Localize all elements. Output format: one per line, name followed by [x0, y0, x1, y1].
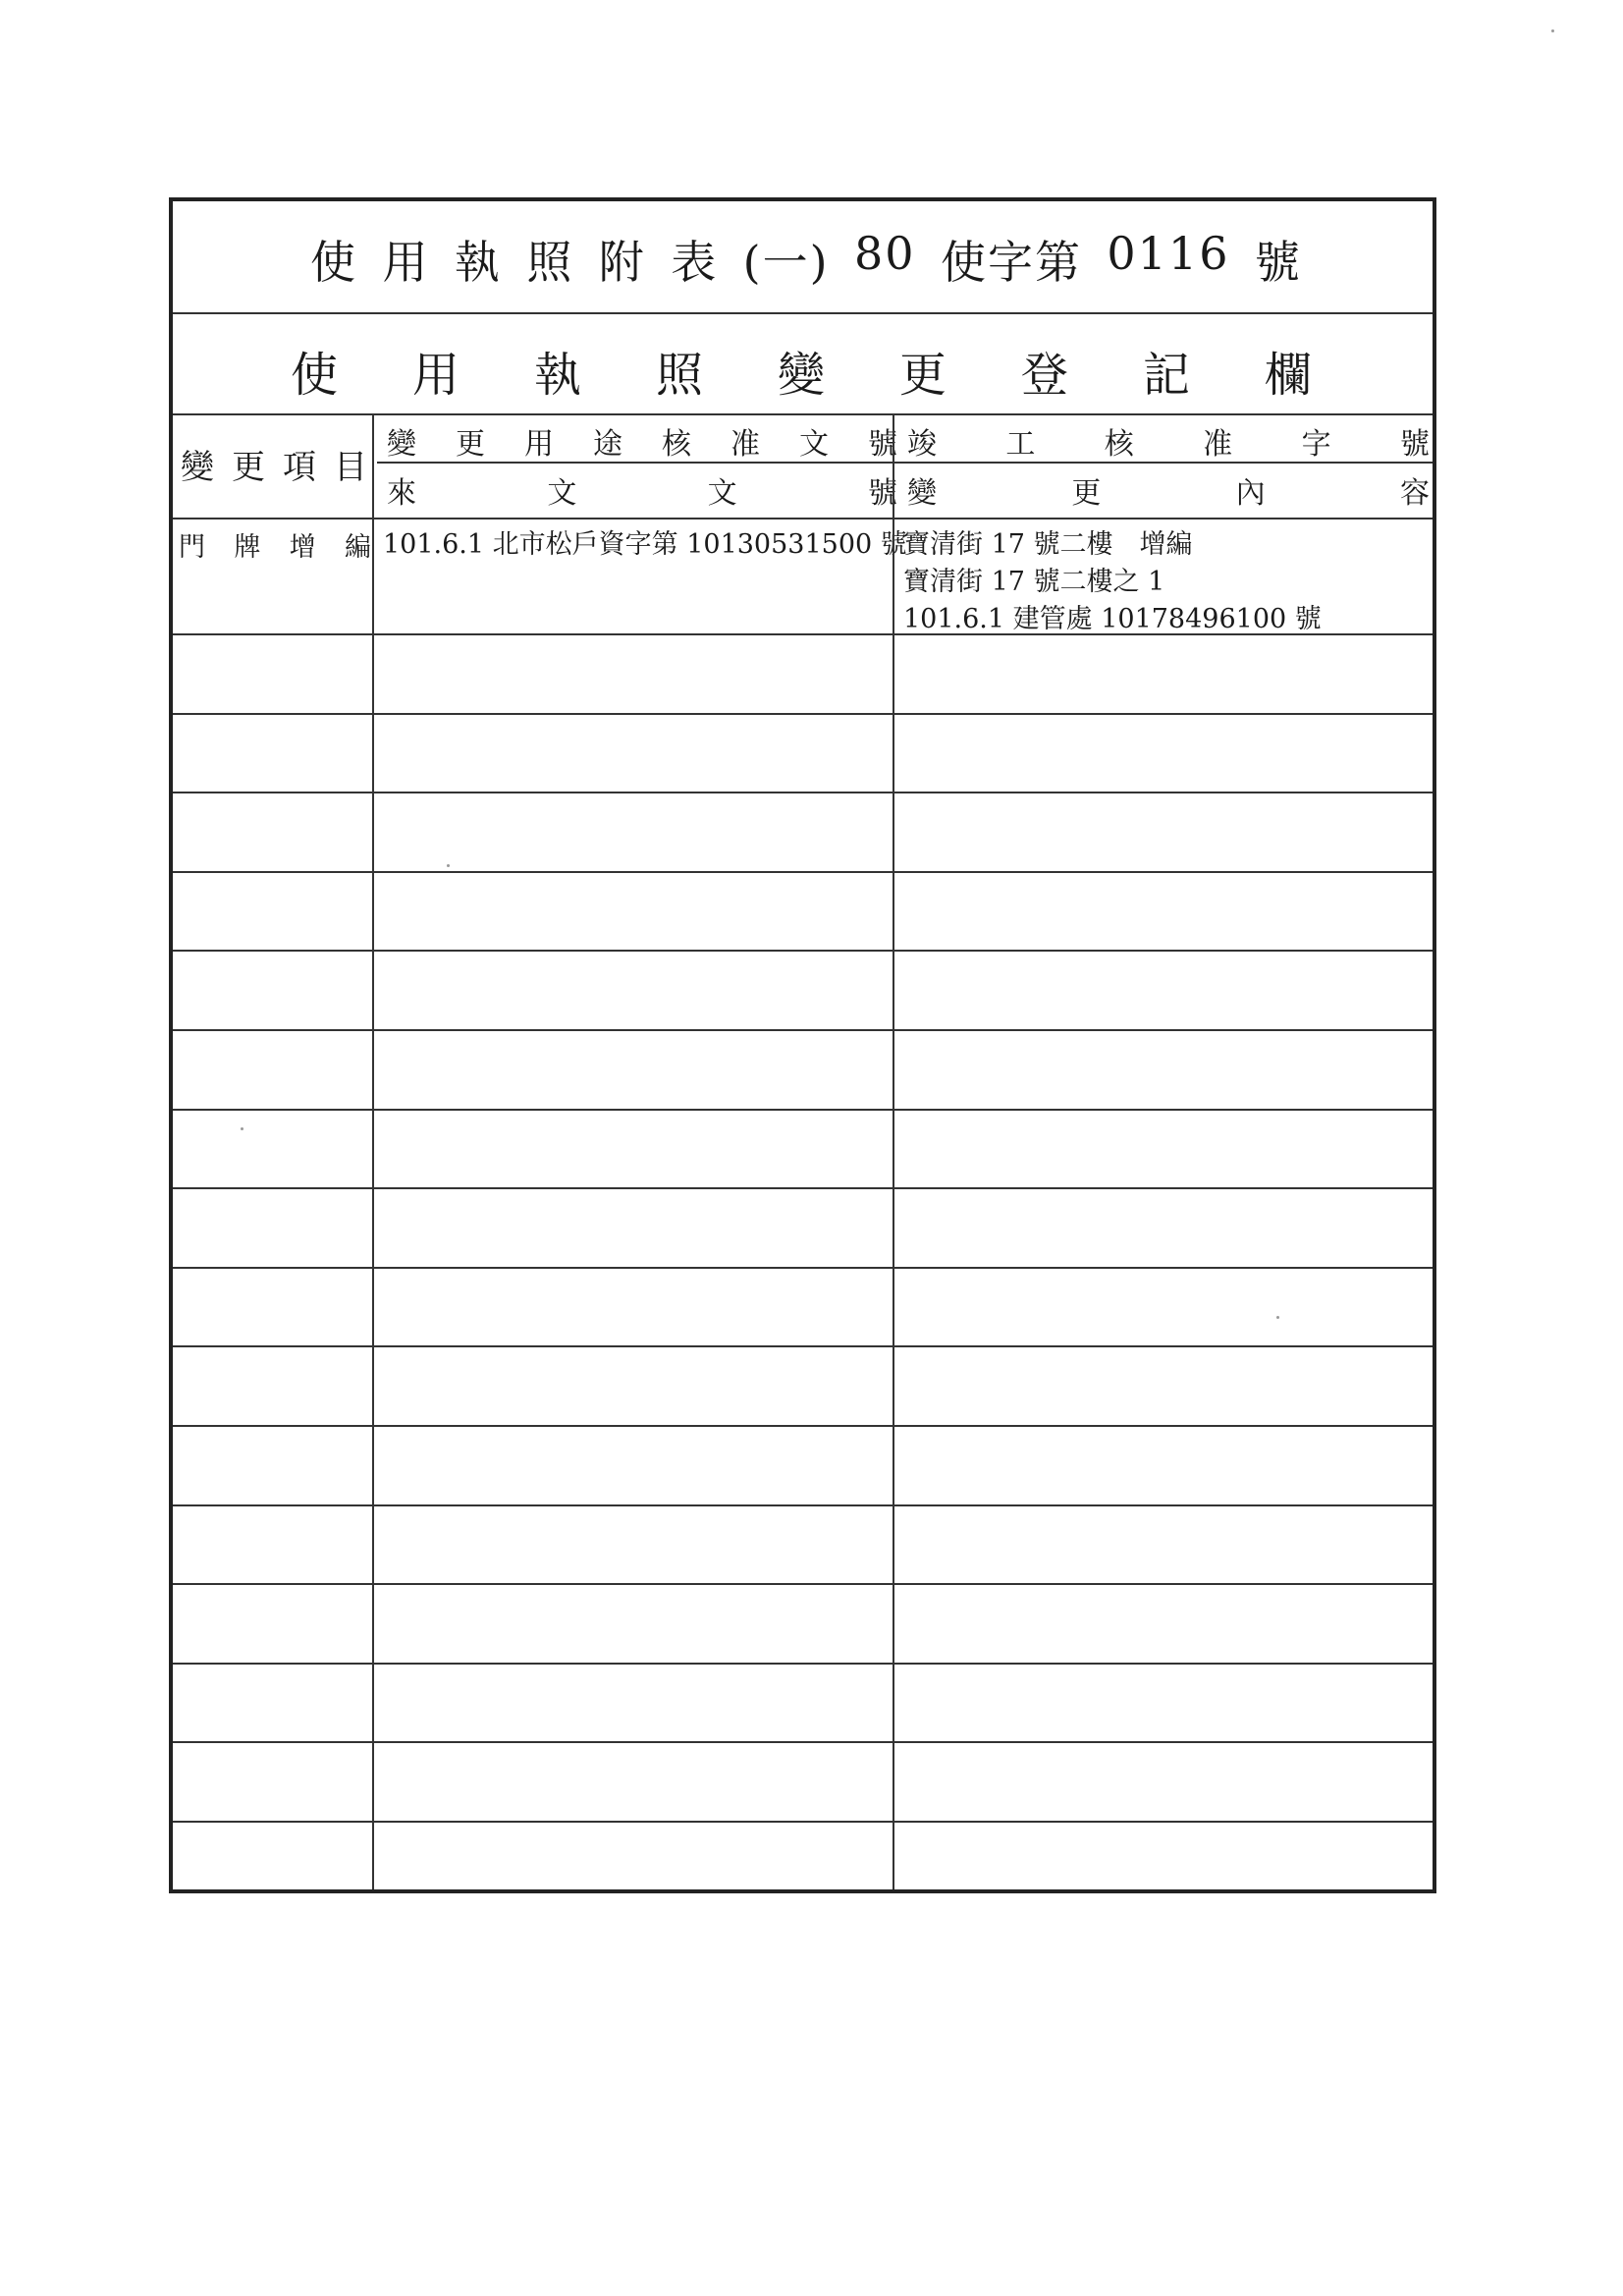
- title-char: 0116: [1107, 227, 1230, 280]
- title-char: 照: [526, 236, 574, 289]
- divider: [173, 312, 1433, 314]
- header-char: 途: [593, 427, 622, 462]
- subtitle-char: 使: [291, 348, 339, 403]
- title-char: 執: [454, 236, 502, 289]
- table-row-divider: [173, 1267, 1433, 1269]
- header-char: 號: [867, 476, 897, 511]
- row-doc-number: 101.6.1 北市松戶資字第 10130531500 號: [383, 529, 907, 560]
- table-row-divider: [173, 792, 1433, 793]
- table-row-divider: [173, 713, 1433, 715]
- header-char: 工: [1005, 427, 1036, 462]
- table-row-divider: [173, 633, 1433, 635]
- row-content-line-1: 寶清街 17 號二樓 增編: [903, 529, 1193, 560]
- title-char: (一): [742, 236, 830, 289]
- row-item: [179, 525, 371, 564]
- title-char: 80: [853, 227, 916, 280]
- header-char: 文: [547, 476, 577, 511]
- subtitle-char: 更: [898, 348, 947, 403]
- header-char: 來: [387, 476, 416, 511]
- header-char: 變: [387, 427, 416, 462]
- header-char: 內: [1235, 476, 1266, 511]
- header-char: 文: [799, 427, 829, 462]
- table-row-divider: [173, 1029, 1433, 1031]
- row-item-char: 牌: [234, 532, 261, 563]
- form-title: [310, 227, 1302, 292]
- subtitle-char: 記: [1142, 348, 1190, 403]
- header-change-item: [181, 440, 367, 488]
- header-char: 更: [232, 448, 265, 487]
- row-item-char: 編: [344, 532, 371, 563]
- row-item-char: 門: [179, 532, 205, 563]
- row-item-char: 增: [289, 532, 316, 563]
- divider: [173, 413, 1433, 415]
- header-char: 項: [283, 448, 316, 487]
- divider: [377, 462, 1433, 464]
- table-row-divider: [173, 1583, 1433, 1585]
- header-char: 更: [456, 427, 485, 462]
- header-incoming-doc-no: [387, 468, 897, 512]
- title-char: 號: [1254, 236, 1302, 289]
- row-content-line-2: 寶清街 17 號二樓之 1: [903, 567, 1165, 597]
- header-char: 准: [1203, 427, 1233, 462]
- title-char: 使: [310, 236, 357, 289]
- scan-speck: [241, 1127, 243, 1130]
- table-row-divider: [173, 1187, 1433, 1189]
- header-char: 目: [334, 448, 367, 487]
- subtitle-char: 用: [411, 348, 460, 403]
- scan-speck: [1551, 29, 1554, 32]
- header-char: 變: [907, 476, 937, 511]
- header-char: 准: [730, 427, 760, 462]
- table-row-divider: [173, 1425, 1433, 1427]
- subtitle-char: 變: [777, 348, 825, 403]
- header-char: 文: [707, 476, 737, 511]
- header-char: 核: [662, 427, 691, 462]
- scan-speck: [447, 864, 450, 867]
- subtitle-char: 執: [533, 348, 581, 403]
- header-char: 號: [868, 427, 897, 462]
- title-char: 表: [671, 236, 719, 289]
- header-usage-approval-no: [387, 419, 897, 463]
- header-char: 號: [1399, 427, 1430, 462]
- header-char: 容: [1399, 476, 1430, 511]
- title-char: 附: [598, 236, 646, 289]
- table-row-divider: [173, 1109, 1433, 1111]
- table-row-divider: [173, 1821, 1433, 1823]
- table-row-divider: [173, 1504, 1433, 1506]
- table-row-divider: [173, 950, 1433, 952]
- header-change-content: [907, 468, 1430, 512]
- subtitle-char: 登: [1020, 348, 1068, 403]
- header-char: 竣: [907, 427, 937, 462]
- form-subtitle: [291, 337, 1312, 405]
- table-row-divider: [173, 1345, 1433, 1347]
- header-char: 更: [1071, 476, 1102, 511]
- form-table: [169, 197, 1436, 1893]
- title-char: 用: [382, 236, 430, 289]
- scan-speck: [1276, 1316, 1279, 1319]
- divider: [173, 518, 1433, 519]
- header-char: 字: [1301, 427, 1331, 462]
- subtitle-char: 欄: [1264, 348, 1312, 403]
- title-char: 使字第: [940, 236, 1082, 289]
- header-char: 變: [181, 448, 214, 487]
- row-content-line-3: 101.6.1 建管處 10178496100 號: [903, 604, 1322, 634]
- subtitle-char: 照: [655, 348, 703, 403]
- table-row-divider: [173, 1663, 1433, 1665]
- header-char: 用: [524, 427, 554, 462]
- header-char: 核: [1104, 427, 1134, 462]
- table-row-divider: [173, 871, 1433, 873]
- header-completion-approval-no: [907, 419, 1430, 463]
- table-row-divider: [173, 1741, 1433, 1743]
